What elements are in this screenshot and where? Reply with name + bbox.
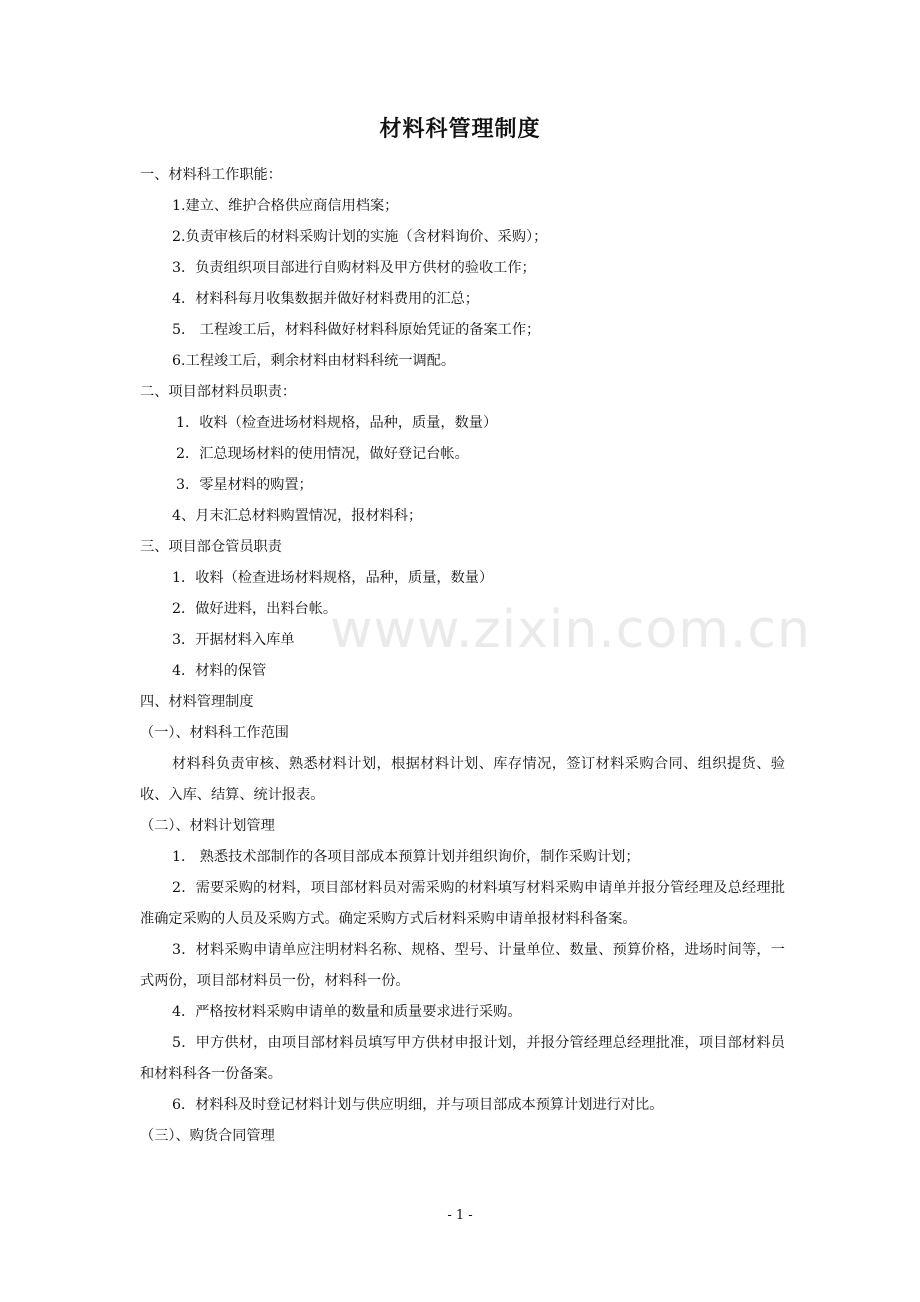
subsection1-paragraph: 材料科负责审核、熟悉材料计划，根据材料计划、库存情况，签订材料采购合同、组织提货、验收、入库、结算、统计报表。 <box>140 756 785 803</box>
watermark: www.zixin.com.cn <box>330 600 811 660</box>
subsection-heading-1: （一）、材料科工作范围 <box>140 725 289 741</box>
section3-item: 3．开据材料入库单 <box>172 632 295 648</box>
section1-item: 3．负责组织项目部进行自购材料及甲方供材的验收工作； <box>172 260 536 276</box>
subsection2-paragraph: 1． 熟悉技术部制作的各项目部成本预算计划并组织询价，制作采购计划； <box>172 849 640 865</box>
page-number: - 1 - <box>447 1208 473 1223</box>
section1-item: 2.负责审核后的材料采购计划的实施（含材料询价、采购）； <box>172 229 548 245</box>
section2-item: 4、月末汇总材料购置情况，报材料科； <box>172 508 423 524</box>
section3-item: 4．材料的保管 <box>172 663 267 679</box>
section-heading-2: 二、项目部材料员职责： <box>140 384 297 400</box>
subsection-heading-3: （三）、购货合同管理 <box>140 1128 275 1144</box>
subsection2-paragraph: 4．严格按材料采购申请单的数量和质量要求进行采购。 <box>172 1004 522 1020</box>
section2-item: 1．收料（检查进场材料规格，品种，质量，数量） <box>176 415 498 431</box>
section-heading-1: 一、材料科工作职能： <box>140 167 282 183</box>
section1-item: 6.工程竣工后，剩余材料由材料科统一调配。 <box>172 353 456 369</box>
subsection2-paragraph: 6．材料科及时登记材料计划与供应明细，并与项目部成本预算计划进行对比。 <box>172 1097 664 1113</box>
section3-item: 1．收料（检查进场材料规格，品种，质量，数量） <box>172 570 494 586</box>
section3-item: 2．做好进料，出料台帐。 <box>172 601 338 617</box>
section2-item: 3．零星材料的购置； <box>176 477 313 493</box>
subsection2-paragraph: 3．材料采购申请单应注明材料名称、规格、型号、计量单位、数量、预算价格，进场时间等，一式两份，项目部材料员一份，材料科一份。 <box>140 942 785 989</box>
document-body <box>140 160 785 1152</box>
section-heading-3: 三、项目部仓管员职责 <box>140 539 282 555</box>
section1-item: 4．材料科每月收集数据并做好材料费用的汇总； <box>172 291 479 307</box>
subsection2-paragraph: 2．需要采购的材料，项目部材料员对需采购的材料填写材料采购申请单并报分管经理及总经理批准确定采购的人员及采购方式。确定采购方式后材料采购申请单报材料科备案。 <box>140 880 785 927</box>
document-title: 材料科管理制度 <box>379 117 541 142</box>
section1-item: 5． 工程竣工后，材料科做好材料科原始凭证的备案工作； <box>172 322 541 338</box>
subsection-heading-2: （二）、材料计划管理 <box>140 818 275 834</box>
section1-item: 1.建立、维护合格供应商信用档案； <box>172 198 399 214</box>
section-heading-4: 四、材料管理制度 <box>140 694 254 710</box>
subsection2-paragraph: 5．甲方供材，由项目部材料员填写甲方供材申报计划，并报分管经理总经理批准，项目部材料员和材料科各一份备案。 <box>140 1035 785 1082</box>
section2-item: 2．汇总现场材料的使用情况，做好登记台帐。 <box>176 446 469 462</box>
